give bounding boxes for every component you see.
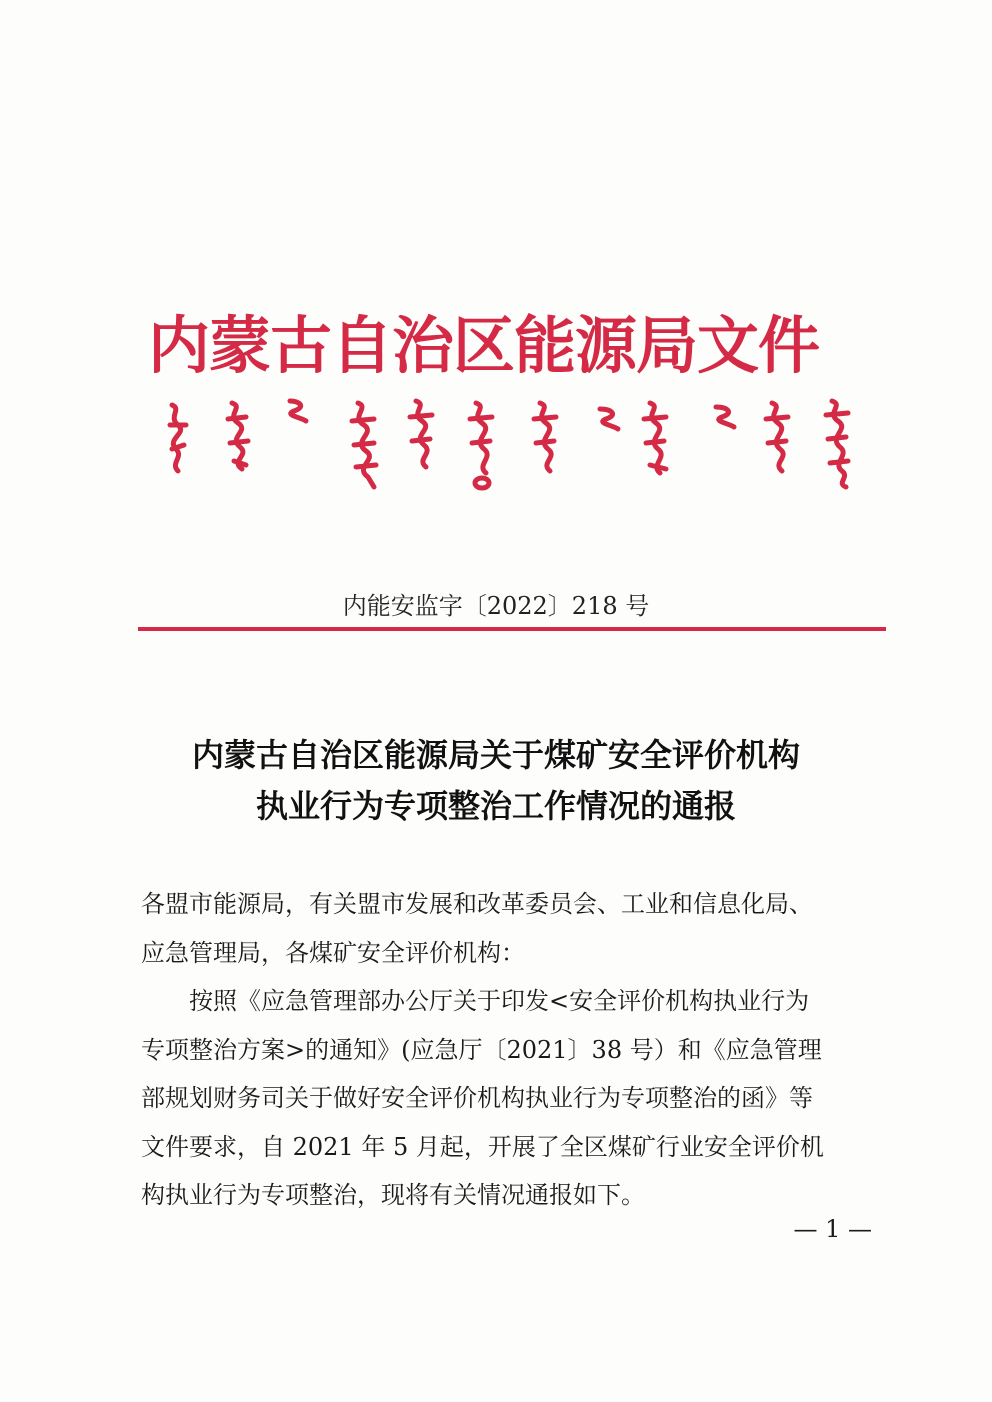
- document-body: [141, 880, 881, 1220]
- paragraph-line-1: 按照《应急管理部办公厅关于印发<安全评价机构执业行为: [189, 987, 810, 1015]
- mongolian-script-title: [160, 395, 860, 495]
- document-number: 内能安监字〔2022〕218 号: [342, 592, 650, 620]
- paragraph-line-5: 构执业行为专项整治，现将有关情况通报如下。: [141, 1181, 645, 1209]
- paragraph-line-3: 部规划财务司关于做好安全评价机构执业行为专项整治的函》等: [141, 1084, 813, 1112]
- page-number: — 1 —: [793, 1215, 872, 1243]
- subject-line-1: 内蒙古自治区能源局关于煤矿安全评价机构: [191, 736, 800, 774]
- red-separator-line: [138, 627, 886, 631]
- recipients-line-1: 各盟市能源局，有关盟市发展和改革委员会、工业和信息化局、: [141, 890, 813, 918]
- document-subject: [0, 730, 992, 832]
- paragraph-line-2: 专项整治方案>的通知》(应急厅〔2021〕38 号）和《应急管理: [141, 1035, 822, 1064]
- recipients-line-2: 应急管理局，各煤矿安全评价机构：: [141, 938, 525, 967]
- paragraph-line-4: 文件要求，自 2021 年 5 月起，开展了全区煤矿行业安全评价机: [141, 1132, 824, 1161]
- subject-line-2: 执业行为专项整治工作情况的通报: [255, 787, 736, 825]
- issuer-title: 内蒙古自治区能源局文件: [148, 309, 820, 382]
